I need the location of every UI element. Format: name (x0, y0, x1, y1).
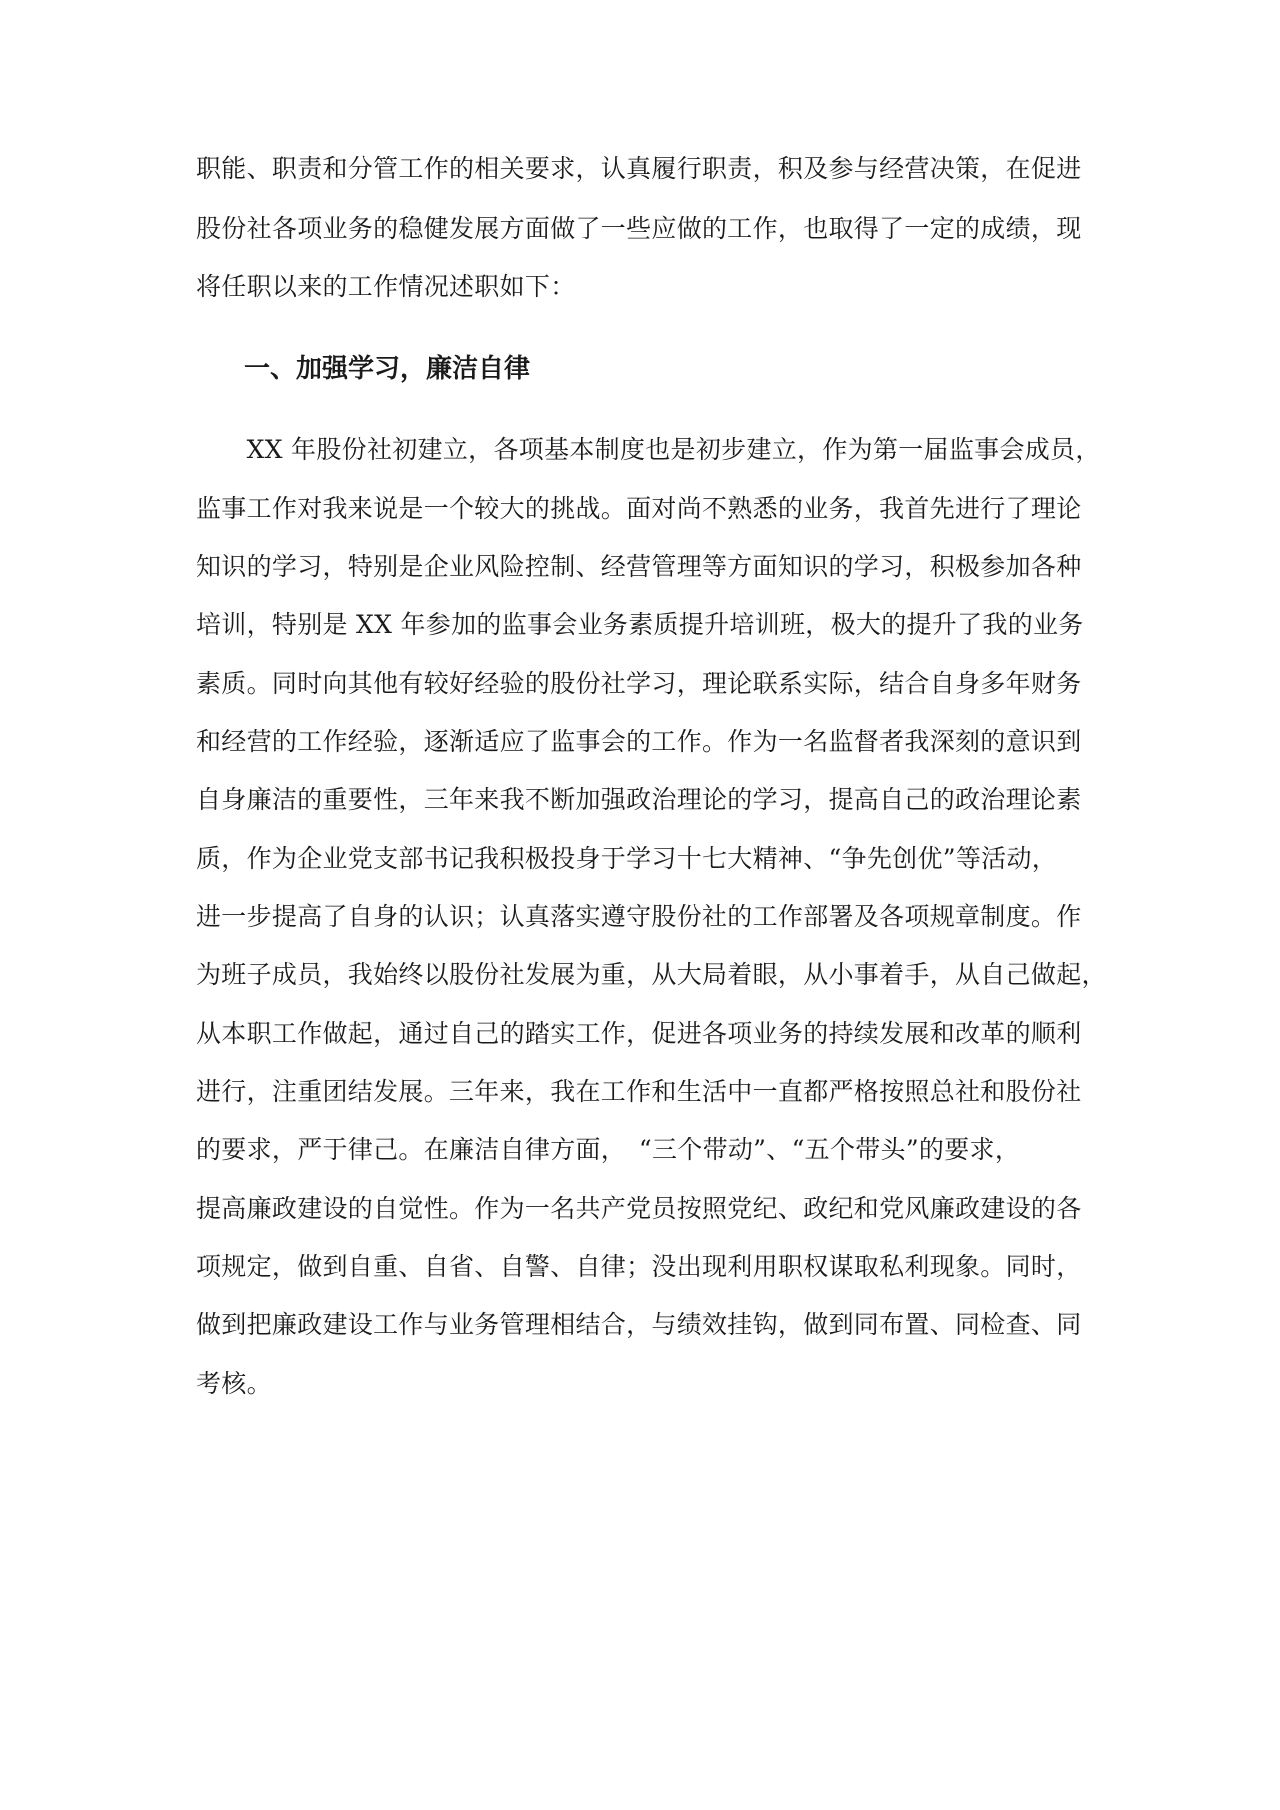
body-line-14: 提高廉政建设的自觉性。作为一名共产党员按照党纪、政纪和党风廉政建设的各 (196, 1194, 1082, 1223)
body-line-12: 进行，注重团结发展。三年来，我在工作和生活中一直都严格按照总社和股份社 (196, 1077, 1082, 1106)
body-line-3: 知识的学习，特别是企业风险控制、经营管理等方面知识的学习，积极参加各种 (196, 552, 1082, 581)
body-line-5: 素质。同时向其他有较好经验的股份社学习，理论联系实际，结合自身多年财务 (196, 669, 1082, 698)
body-line-16: 做到把廉政建设工作与业务管理相结合，与绩效挂钩，做到同布置、同检查、同 (196, 1310, 1082, 1339)
body-line-8: 质，作为企业党支部书记我积极投身于学习十七大精神、“争先创优”等活动， (196, 844, 1058, 873)
intro-line-3: 将任职以来的工作情况述职如下： (196, 272, 576, 301)
body-line-7: 自身廉洁的重要性，三年来我不断加强政治理论的学习，提高自己的政治理论素 (196, 785, 1082, 814)
body-line-6: 和经营的工作经验，逐渐适应了监事会的工作。作为一名监督者我深刻的意识到 (196, 727, 1082, 756)
body-line-11: 从本职工作做起，通过自己的踏实工作，促进各项业务的持续发展和改革的顺利 (196, 1019, 1082, 1048)
body-line-17: 考核。 (196, 1369, 272, 1398)
body-line-10: 为班子成员，我始终以股份社发展为重，从大局着眼，从小事着手，从自己做起， (196, 960, 1107, 989)
section-heading: 一、加强学习，廉洁自律 (244, 354, 531, 384)
body-line-2: 监事工作对我来说是一个较大的挑战。面对尚不熟悉的业务，我首先进行了理论 (196, 494, 1082, 523)
body-line-1: XX 年股份社初建立，各项基本制度也是初步建立，作为第一届监事会成员， (196, 435, 1101, 464)
body-line-13: 的要求，严于律己。在廉洁自律方面， “三个带动”、“五个带头”的要求， (196, 1135, 1021, 1164)
intro-line-1: 职能、职责和分管工作的相关要求，认真履行职责，积及参与经营决策，在促进 (196, 154, 1082, 183)
intro-line-2: 股份社各项业务的稳健发展方面做了一些应做的工作，也取得了一定的成绩，现 (196, 214, 1082, 243)
body-line-9: 进一步提高了自身的认识；认真落实遵守股份社的工作部署及各项规章制度。作 (196, 902, 1082, 931)
body-line-4: 培训，特别是 XX 年参加的监事会业务素质提升培训班，极大的提升了我的业务 (196, 610, 1084, 639)
body-line-15: 项规定，做到自重、自省、自警、自律；没出现利用职权谋取私利现象。同时， (196, 1252, 1082, 1281)
